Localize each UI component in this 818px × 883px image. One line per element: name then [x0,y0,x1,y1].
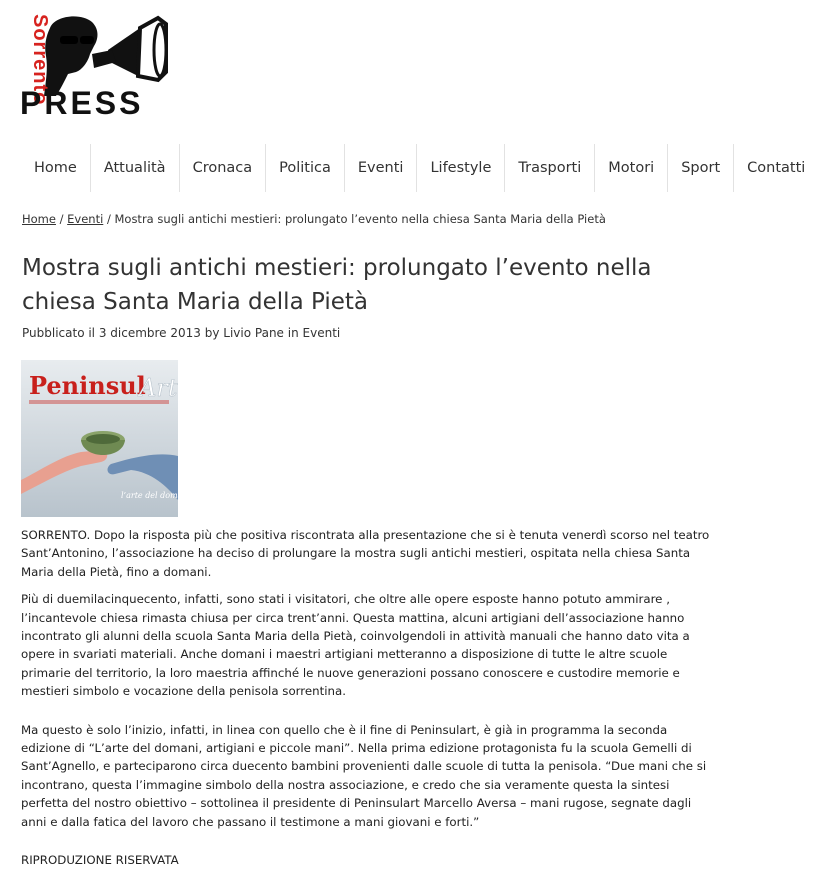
article-footer: RIPRODUZIONE RISERVATA [21,853,179,868]
nav-item-cronaca[interactable]: Cronaca [180,144,267,192]
article-title: Mostra sugli antichi mestieri: prolungato l’evento nella chiesa Santa Maria della Pietà [22,255,652,315]
image-caption: l’arte del domani [121,491,191,500]
breadcrumb-separator: / [55,212,68,226]
image-brand-text: Peninsul [29,371,146,400]
nav-item-trasporti[interactable]: Trasporti [505,144,595,192]
breadcrumb-separator: / [103,212,115,226]
nav-item-contatti[interactable]: Contatti [747,160,806,176]
meta-date-link[interactable]: 3 dicembre 2013 [98,326,201,340]
image-brand-suffix: Art [139,374,178,402]
article-paragraph: SORRENTO. Dopo la risposta più che positiva riscontrata alla presentazione che si è tenuta venerdì scorso nel teatro Sant’Antonino, l’associazione ha deciso di prolungare la mostra sugli antichi mestieri, ospitata nella chiesa Santa Maria della Pietà, fino a domani. [21,528,710,579]
breadcrumb-category-link[interactable]: Eventi [67,212,104,226]
meta-published-prefix: Pubblicato il [22,326,99,340]
breadcrumb-home-link[interactable]: Home [22,212,56,226]
meta-category-link[interactable]: Eventi [302,326,341,340]
article-paragraph: Più di duemilacinquecento, infatti, sono stati i visitatori, che oltre alle opere esposte hanno potuto ammirare , l’incantevole chiesa rimasta chiusa per circa trent’anni. Questa mattina, alcuni artigiani dell’associazione hanno incontrato gli alunni della scuola Santa Maria della Pietà, coinvolgendoli in attività manuali che hanno dato vita a opere in svariati materiali. Anche domani i maestri artigiani metteranno a disposizione di tutte le altre scuole primarie del territorio, la loro maestria affinché le nuove generazioni possano conoscere e custodire memorie e mestieri simbolo e vocazione della penisola sorrentina. [21,592,690,699]
breadcrumb [22,212,606,226]
nav-item-politica[interactable]: Politica [266,144,345,192]
logo-vertical-text: Sorrento [29,14,51,106]
nav-item-motori[interactable]: Motori [595,144,668,192]
nav-item-lifestyle[interactable]: Lifestyle [417,144,505,192]
main-nav [20,144,818,192]
meta-by: by [200,326,224,340]
article-meta [22,326,340,340]
breadcrumb-current: Mostra sugli antichi mestieri: prolungato l’evento nella chiesa Santa Maria della Pietà [114,212,606,226]
megaphone-logo-icon [20,10,170,120]
article-body [21,526,711,879]
article-image [21,360,191,517]
site-logo[interactable] [20,10,170,120]
nav-item-attualita[interactable]: Attualità [91,144,180,192]
nav-item-eventi[interactable]: Eventi [345,144,418,192]
article-paragraph: Ma questo è solo l’inizio, infatti, in linea con quello che è il fine di Peninsulart, è già in programma la seconda edizione di “L’arte del domani, artigiani e piccole mani”. Nella prima edizione protagonista fu la scuola Gemelli di Sant’Agnello, e parteciparono circa duecento bambini provenienti dalle scuole di tutta la penisola. “Due mani che si incontrano, questa l’immagine simbolo della nostra associazione, e credo che sia veramente questa la sintesi perfetta del nostro obiettivo – sottolinea il presidente di Peninsulart Marcello Aversa – mani rugose, segnate dagli anni e dalla fatica del lavoro che passano il testimone a mani giovani e forti.” [21,722,707,829]
nav-item-home[interactable]: Home [20,144,91,192]
logo-press-text: PRESS [20,85,144,121]
meta-in: in [283,326,303,340]
nav-item-sport[interactable]: Sport [668,144,734,192]
meta-author-link[interactable]: Livio Pane [223,326,284,340]
